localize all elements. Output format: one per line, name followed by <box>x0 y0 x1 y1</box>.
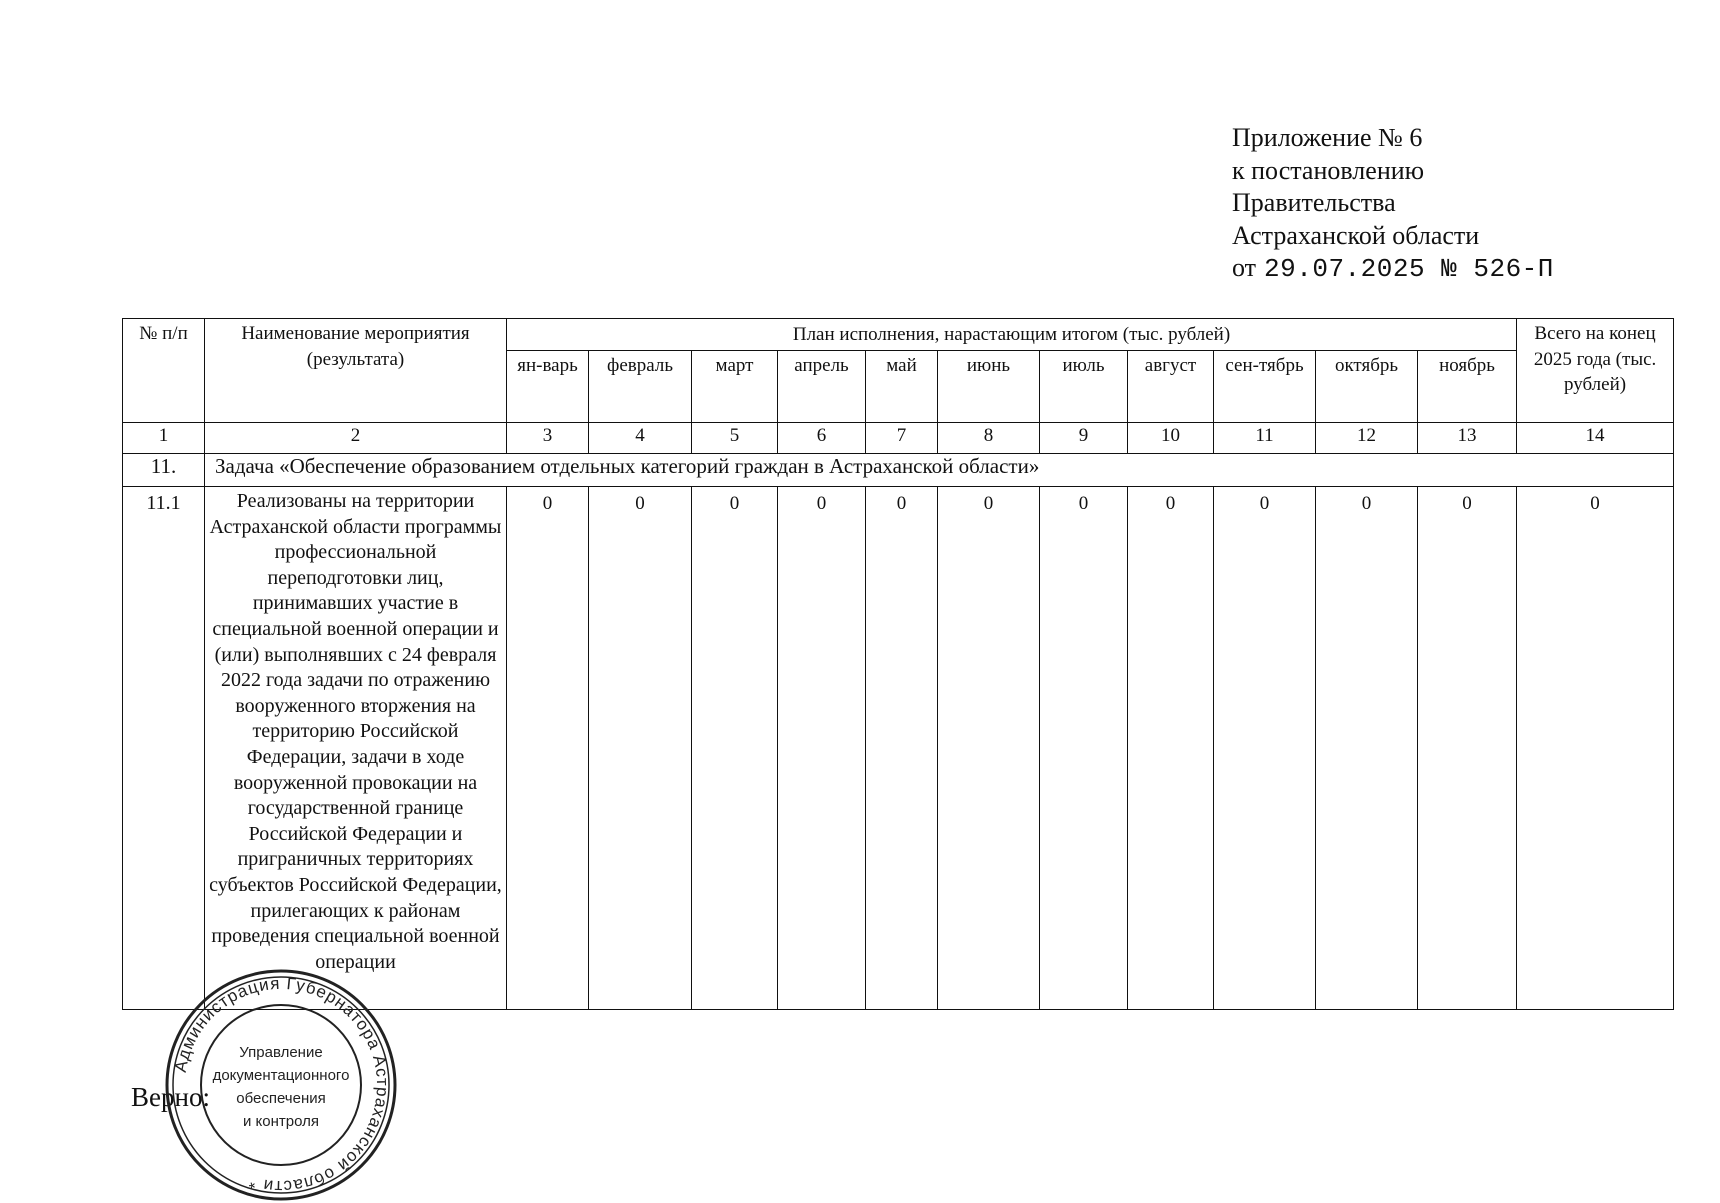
column-number-row <box>123 423 1674 454</box>
value-cell: 0 <box>1128 487 1214 1010</box>
column-number: 12 <box>1316 423 1418 454</box>
item-name: Реализованы на территории Астраханской области программы профессиональной переподготовки лиц, принимавших участие в специальной военной операции и (или) выполнявших с 24 февраля 2022 года задачи по отражению вооруженного вторжения на территорию Российской Федерации, задачи в ходе вооруженной провокации на государственной границе Российской Федерации и приграничных территориях субъектов Российской Федерации, прилегающих к районам проведения специальной военной операции <box>209 490 502 973</box>
month-header: апрель <box>778 351 866 423</box>
value-cell: 0 <box>692 487 778 1010</box>
month-header: ноябрь <box>1418 351 1517 423</box>
annex-line-3: Правительства <box>1232 188 1396 217</box>
value-cell: 0 <box>507 487 589 1010</box>
header-num: № п/п <box>123 319 205 423</box>
value-cell: 0 <box>1040 487 1128 1010</box>
item-name-cell <box>205 487 507 1010</box>
value-cell: 0 <box>589 487 692 1010</box>
month-header: октябрь <box>1316 351 1418 423</box>
plan-table <box>122 318 1674 1010</box>
table-row <box>123 487 1674 1010</box>
value-cell: 0 <box>1214 487 1316 1010</box>
month-header: сен-тябрь <box>1214 351 1316 423</box>
value-cell: 0 <box>866 487 938 1010</box>
task-text: Задача «Обеспечение образованием отдельных категорий граждан в Астраханской области» <box>205 454 1674 487</box>
month-header: июль <box>1040 351 1128 423</box>
column-number: 2 <box>205 423 507 454</box>
value-cell: 0 <box>1418 487 1517 1010</box>
task-row <box>123 454 1674 487</box>
annex-date-prefix: от <box>1232 253 1257 282</box>
header-row-1 <box>123 319 1674 351</box>
month-header: март <box>692 351 778 423</box>
column-number: 10 <box>1128 423 1214 454</box>
official-stamp <box>163 967 399 1203</box>
task-num: 11. <box>123 454 205 487</box>
value-cell: 0 <box>1316 487 1418 1010</box>
column-number: 7 <box>866 423 938 454</box>
stamp-ring-text: Администрация Губернатора Астраханской области * <box>170 973 393 1197</box>
column-number: 6 <box>778 423 866 454</box>
value-cell: 0 <box>778 487 866 1010</box>
annex-line-2: к постановлению <box>1232 155 1425 185</box>
header-total: Всего на конец 2025 года (тыс. рублей) <box>1517 319 1674 423</box>
value-cell: 0 <box>1517 487 1674 1010</box>
annex-header <box>1232 122 1554 286</box>
stamp-center-line-3: обеспечения <box>236 1090 326 1107</box>
month-header: август <box>1128 351 1214 423</box>
column-number: 1 <box>123 423 205 454</box>
month-header: ян-варь <box>507 351 589 423</box>
column-number: 4 <box>589 423 692 454</box>
stamp-center-line-2: документационного <box>212 1067 350 1084</box>
value-cell: 0 <box>938 487 1040 1010</box>
annex-line-1: Приложение № 6 <box>1232 123 1423 152</box>
annex-date-number: 29.07.2025 № 526-П <box>1264 254 1554 284</box>
column-number: 11 <box>1214 423 1316 454</box>
column-number: 3 <box>507 423 589 454</box>
column-number: 14 <box>1517 423 1674 454</box>
header-name: Наименование мероприятия (результата) <box>205 319 507 423</box>
annex-date-line <box>1232 252 1554 286</box>
stamp-center-line-1: Управление <box>239 1044 323 1061</box>
column-number: 5 <box>692 423 778 454</box>
item-num: 11.1 <box>123 487 205 1010</box>
annex-line-4: Астраханской области <box>1232 220 1480 250</box>
column-number: 9 <box>1040 423 1128 454</box>
column-number: 13 <box>1418 423 1517 454</box>
month-header: июнь <box>938 351 1040 423</box>
column-number: 8 <box>938 423 1040 454</box>
stamp-center-line-4: и контроля <box>242 1113 320 1130</box>
month-header: май <box>866 351 938 423</box>
header-plan: План исполнения, нарастающим итогом (тыс. рублей) <box>507 319 1517 351</box>
verno-label: Верно: <box>131 1082 210 1112</box>
month-header: февраль <box>589 351 692 423</box>
stamp-inner-ring <box>201 1005 361 1165</box>
